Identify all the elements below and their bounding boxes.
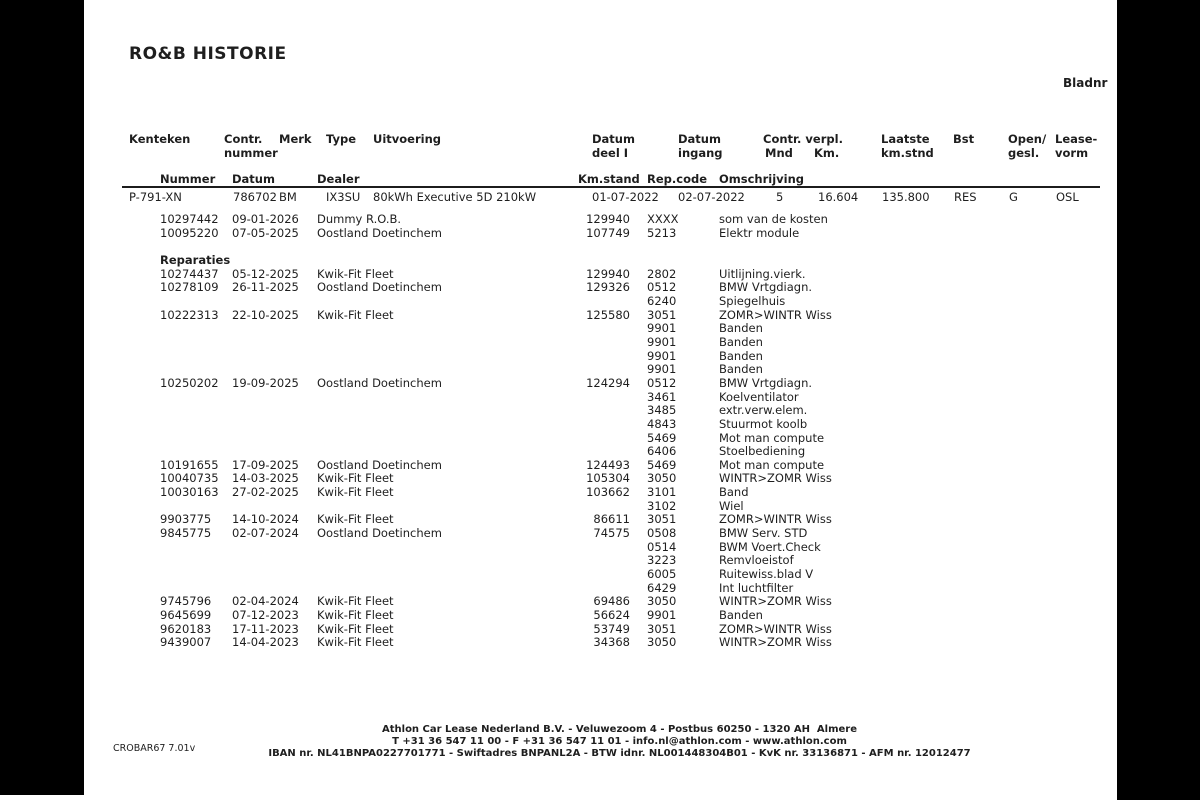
cell-oms: Ruitewiss.blad V [719, 567, 814, 582]
cell-code: 3050 [647, 635, 677, 650]
cell-oms: Mot man compute [719, 430, 825, 445]
cell-oms: WINTR>ZOMR Wiss [719, 471, 832, 486]
cell-code: 5469 [647, 430, 677, 445]
table-row [0, 418, 1200, 432]
cell-code: 3050 [647, 471, 677, 486]
cell-datum: 22-10-2025 [232, 307, 299, 322]
cell-nummer: 10297442 [160, 212, 219, 226]
cell-nummer: 9903775 [160, 512, 212, 527]
cell-oms: Remvloeistof [719, 553, 794, 568]
table-row [0, 623, 1200, 637]
cell-dealer: Kwik-Fit Fleet [317, 266, 394, 281]
col-header-kenteken: Kenteken [129, 132, 191, 146]
cell-dealer: Kwik-Fit Fleet [317, 512, 394, 527]
spacer-row [0, 240, 1200, 254]
table-row [0, 554, 1200, 568]
col-header-km: Km. [814, 146, 840, 160]
scan-margin-right [1117, 0, 1200, 800]
contract-nummer: 786702 [233, 190, 277, 204]
table-row [0, 336, 1200, 350]
table-row [0, 281, 1200, 295]
cell-km: 69486 [593, 594, 630, 609]
footer-registration-line: IBAN nr. NL41BNPA0227701771 - Swiftadres BNPANL2A - BTW idnr. NL001448304B01 - KvK nr. 33136871 - AFM nr. 12012477 [268, 747, 971, 759]
cell-dealer: Oostland Doetinchem [317, 526, 442, 541]
cell-nummer: 10278109 [160, 280, 219, 295]
page-title: RO&B HISTORIE [129, 44, 287, 64]
cell-dealer: Kwik-Fit Fleet [317, 594, 394, 609]
cell-oms: BWM Voert.Check [719, 539, 821, 554]
cell-oms: ZOMR>WINTR Wiss [719, 512, 832, 527]
cell-dealer: Oostland Doetinchem [317, 280, 442, 295]
table-row [0, 582, 1200, 596]
cell-oms: BMW Serv. STD [719, 526, 808, 541]
contract-kenteken: P-791-XN [129, 190, 182, 204]
section-label: Reparaties [160, 252, 231, 267]
cell-dealer: Kwik-Fit Fleet [317, 485, 394, 500]
cell-datum: 05-12-2025 [232, 266, 299, 281]
cell-code: 3102 [647, 498, 677, 513]
program-id: CROBAR67 7.01v [113, 743, 196, 754]
cell-dealer: Oostland Doetinchem [317, 375, 442, 390]
contract-merk: BM [279, 190, 297, 204]
col-header-open-line2: gesl. [1008, 146, 1040, 160]
page-footer [122, 724, 1117, 760]
contract-type: IX3SU [326, 190, 361, 204]
cell-datum: 14-03-2025 [232, 471, 299, 486]
col-header-nummer: Nummer [160, 172, 216, 186]
cell-dealer: Kwik-Fit Fleet [317, 471, 394, 486]
cell-oms: ZOMR>WINTR Wiss [719, 621, 832, 636]
cell-nummer: 10191655 [160, 457, 219, 472]
bladnr-label: Bladnr [1063, 76, 1108, 90]
col-header-lease-line2: vorm [1055, 146, 1089, 160]
cell-datum: 09-01-2026 [232, 212, 299, 226]
table-row [0, 527, 1200, 541]
cell-datum: 14-04-2023 [232, 635, 299, 650]
cell-code: 3051 [647, 512, 677, 527]
col-header-datum-ingang-line2: ingang [678, 146, 723, 160]
cell-km: 129940 [586, 266, 630, 281]
contract-lease-vorm: OSL [1056, 190, 1079, 204]
cell-dealer: Kwik-Fit Fleet [317, 635, 394, 650]
cell-oms: Spiegelhuis [719, 293, 786, 308]
cell-oms: Band [719, 485, 749, 500]
cell-nummer: 10250202 [160, 375, 219, 390]
cell-code: 6005 [647, 567, 677, 582]
table-row [0, 459, 1200, 473]
table-row [0, 363, 1200, 377]
cell-datum: 17-09-2025 [232, 457, 299, 472]
cell-code: 6429 [647, 580, 677, 595]
table-row [0, 568, 1200, 582]
col-header-uitvoering: Uitvoering [373, 132, 442, 146]
table-row [0, 377, 1200, 391]
cell-oms: WINTR>ZOMR Wiss [719, 635, 832, 650]
table-row [0, 432, 1200, 446]
table-row [0, 472, 1200, 486]
table-row [0, 227, 1200, 241]
cell-nummer: 10030163 [160, 485, 219, 500]
cell-oms: ZOMR>WINTR Wiss [719, 307, 832, 322]
footer-contact-line: T +31 36 547 11 00 - F +31 36 547 11 01 - info.nl@athlon.com - www.athlon.com [392, 735, 847, 747]
cell-km: 105304 [586, 471, 630, 486]
cell-oms: Wiel [719, 498, 744, 513]
cell-km: 56624 [593, 608, 630, 623]
cell-nummer: 9845775 [160, 526, 212, 541]
history-table [0, 213, 1200, 650]
table-row [0, 513, 1200, 527]
col-header-laatste-line1: Laatste [881, 132, 930, 146]
col-header-laatste-line2: km.stnd [881, 146, 934, 160]
col-header-open-line1: Open/ [1008, 132, 1047, 146]
table-row [0, 391, 1200, 405]
col-header-merk: Merk [279, 132, 312, 146]
col-header-km-stand: Km.stand [578, 172, 640, 186]
col-header-rep-code: Rep.code [647, 172, 708, 186]
table-row [0, 541, 1200, 555]
cell-nummer: 10040735 [160, 471, 219, 486]
cell-km: 124294 [586, 375, 630, 390]
contract-open-gesl: G [1009, 190, 1018, 204]
cell-nummer: 10095220 [160, 225, 219, 240]
table-row [0, 322, 1200, 336]
cell-oms: BMW Vrtgdiagn. [719, 375, 813, 390]
cell-oms: BMW Vrtgdiagn. [719, 280, 813, 295]
cell-dealer: Kwik-Fit Fleet [317, 621, 394, 636]
col-header-datum: Datum [232, 172, 275, 186]
cell-code: 3051 [647, 307, 677, 322]
cell-datum: 19-09-2025 [232, 375, 299, 390]
cell-nummer: 9620183 [160, 621, 212, 636]
table-header-divider [122, 186, 1100, 188]
table-row [0, 268, 1200, 282]
cell-oms: Banden [719, 321, 763, 336]
col-header-lease-line1: Lease- [1055, 132, 1098, 146]
cell-datum: 02-07-2024 [232, 526, 299, 541]
cell-code: 5469 [647, 457, 677, 472]
cell-oms: Koelventilator [719, 389, 799, 404]
cell-code: 3051 [647, 621, 677, 636]
cell-nummer: 9645699 [160, 608, 212, 623]
cell-oms: Banden [719, 334, 763, 349]
cell-oms: Banden [719, 608, 763, 623]
cell-datum: 14-10-2024 [232, 512, 299, 527]
cell-km: 125580 [586, 307, 630, 322]
cell-oms: Banden [719, 348, 763, 363]
cell-km: 129940 [586, 212, 630, 226]
cell-code: 0508 [647, 526, 677, 541]
cell-dealer: Oostland Doetinchem [317, 457, 442, 472]
cell-nummer: 9745796 [160, 594, 212, 609]
cell-km: 74575 [593, 526, 630, 541]
cell-datum: 17-11-2023 [232, 621, 299, 636]
cell-oms: Banden [719, 362, 763, 377]
cell-datum: 07-12-2023 [232, 608, 299, 623]
col-header-contr-verpl: Contr. verpl. [763, 132, 843, 146]
col-header-contr-nummer-line1: Contr. [224, 132, 263, 146]
cell-code: 9901 [647, 321, 677, 336]
cell-code: XXXX [647, 212, 679, 226]
contract-km: 16.604 [818, 190, 859, 204]
cell-oms: Uitlijning.vierk. [719, 266, 806, 281]
table-row [0, 309, 1200, 323]
cell-km: 34368 [593, 635, 630, 650]
cell-nummer: 10274437 [160, 266, 219, 281]
cell-dealer: Kwik-Fit Fleet [317, 307, 394, 322]
scan-margin-left [0, 0, 84, 795]
cell-oms: WINTR>ZOMR Wiss [719, 594, 832, 609]
table-row [0, 445, 1200, 459]
cell-code: 3485 [647, 403, 677, 418]
cell-code: 9901 [647, 334, 677, 349]
cell-oms: Int luchtfilter [719, 580, 794, 595]
footer-address-line: Athlon Car Lease Nederland B.V. - Veluwezoom 4 - Postbus 60250 - 1320 AH Almere [382, 724, 857, 735]
table-row [0, 609, 1200, 623]
cell-code: 9901 [647, 362, 677, 377]
cell-nummer: 9439007 [160, 635, 212, 650]
cell-code: 9901 [647, 608, 677, 623]
cell-km: 86611 [593, 512, 630, 527]
cell-code: 2802 [647, 266, 677, 281]
cell-datum: 27-02-2025 [232, 485, 299, 500]
contract-laatste-km-stnd: 135.800 [882, 190, 930, 204]
cell-code: 0512 [647, 280, 677, 295]
cell-code: 3461 [647, 389, 677, 404]
col-header-bst: Bst [953, 132, 975, 146]
contract-uitvoering: 80kWh Executive 5D 210kW [373, 190, 537, 204]
col-header-dealer: Dealer [317, 172, 360, 186]
cell-oms: som van de kosten [719, 212, 828, 226]
cell-dealer: Oostland Doetinchem [317, 225, 442, 240]
cell-datum: 02-04-2024 [232, 594, 299, 609]
col-header-contr-nummer-line2: nummer [224, 146, 278, 160]
cell-datum: 07-05-2025 [232, 225, 299, 240]
table-row [0, 295, 1200, 309]
table-row [0, 486, 1200, 500]
contract-mnd: 5 [776, 190, 784, 204]
cell-km: 53749 [593, 621, 630, 636]
col-header-datum-deel-line1: Datum [592, 132, 635, 146]
cell-km: 129326 [586, 280, 630, 295]
col-header-datum-ingang-line1: Datum [678, 132, 721, 146]
table-row [0, 500, 1200, 514]
table-row [0, 404, 1200, 418]
cell-oms: extr.verw.elem. [719, 403, 808, 418]
cell-oms: Elektr module [719, 225, 800, 240]
cell-code: 6406 [647, 444, 677, 459]
table-row [0, 595, 1200, 609]
table-row [0, 213, 1200, 227]
contract-bst: RES [954, 190, 977, 204]
col-header-type: Type [326, 132, 357, 146]
cell-km: 107749 [586, 225, 630, 240]
col-header-mnd: Mnd [765, 146, 793, 160]
table-row [0, 636, 1200, 650]
table-row [0, 350, 1200, 364]
section-row [0, 254, 1200, 268]
col-header-omschrijving: Omschrijving [719, 172, 805, 186]
cell-oms: Stuurmot koolb [719, 416, 808, 431]
col-header-datum-deel-line2: deel I [592, 146, 629, 160]
cell-code: 3223 [647, 553, 677, 568]
cell-code: 4843 [647, 416, 677, 431]
contract-datum-deel-1: 01-07-2022 [592, 190, 659, 204]
cell-nummer: 10222313 [160, 307, 219, 322]
cell-code: 6240 [647, 293, 677, 308]
cell-code: 0512 [647, 375, 677, 390]
cell-oms: Stoelbediening [719, 444, 806, 459]
cell-code: 3050 [647, 594, 677, 609]
cell-dealer: Dummy R.O.B. [317, 212, 402, 226]
cell-datum: 26-11-2025 [232, 280, 299, 295]
cell-code: 9901 [647, 348, 677, 363]
cell-code: 5213 [647, 225, 677, 240]
cell-km: 124493 [586, 457, 630, 472]
cell-dealer: Kwik-Fit Fleet [317, 608, 394, 623]
cell-oms: Mot man compute [719, 457, 825, 472]
cell-code: 3101 [647, 485, 677, 500]
contract-datum-ingang: 02-07-2022 [678, 190, 745, 204]
cell-code: 0514 [647, 539, 677, 554]
cell-km: 103662 [586, 485, 630, 500]
